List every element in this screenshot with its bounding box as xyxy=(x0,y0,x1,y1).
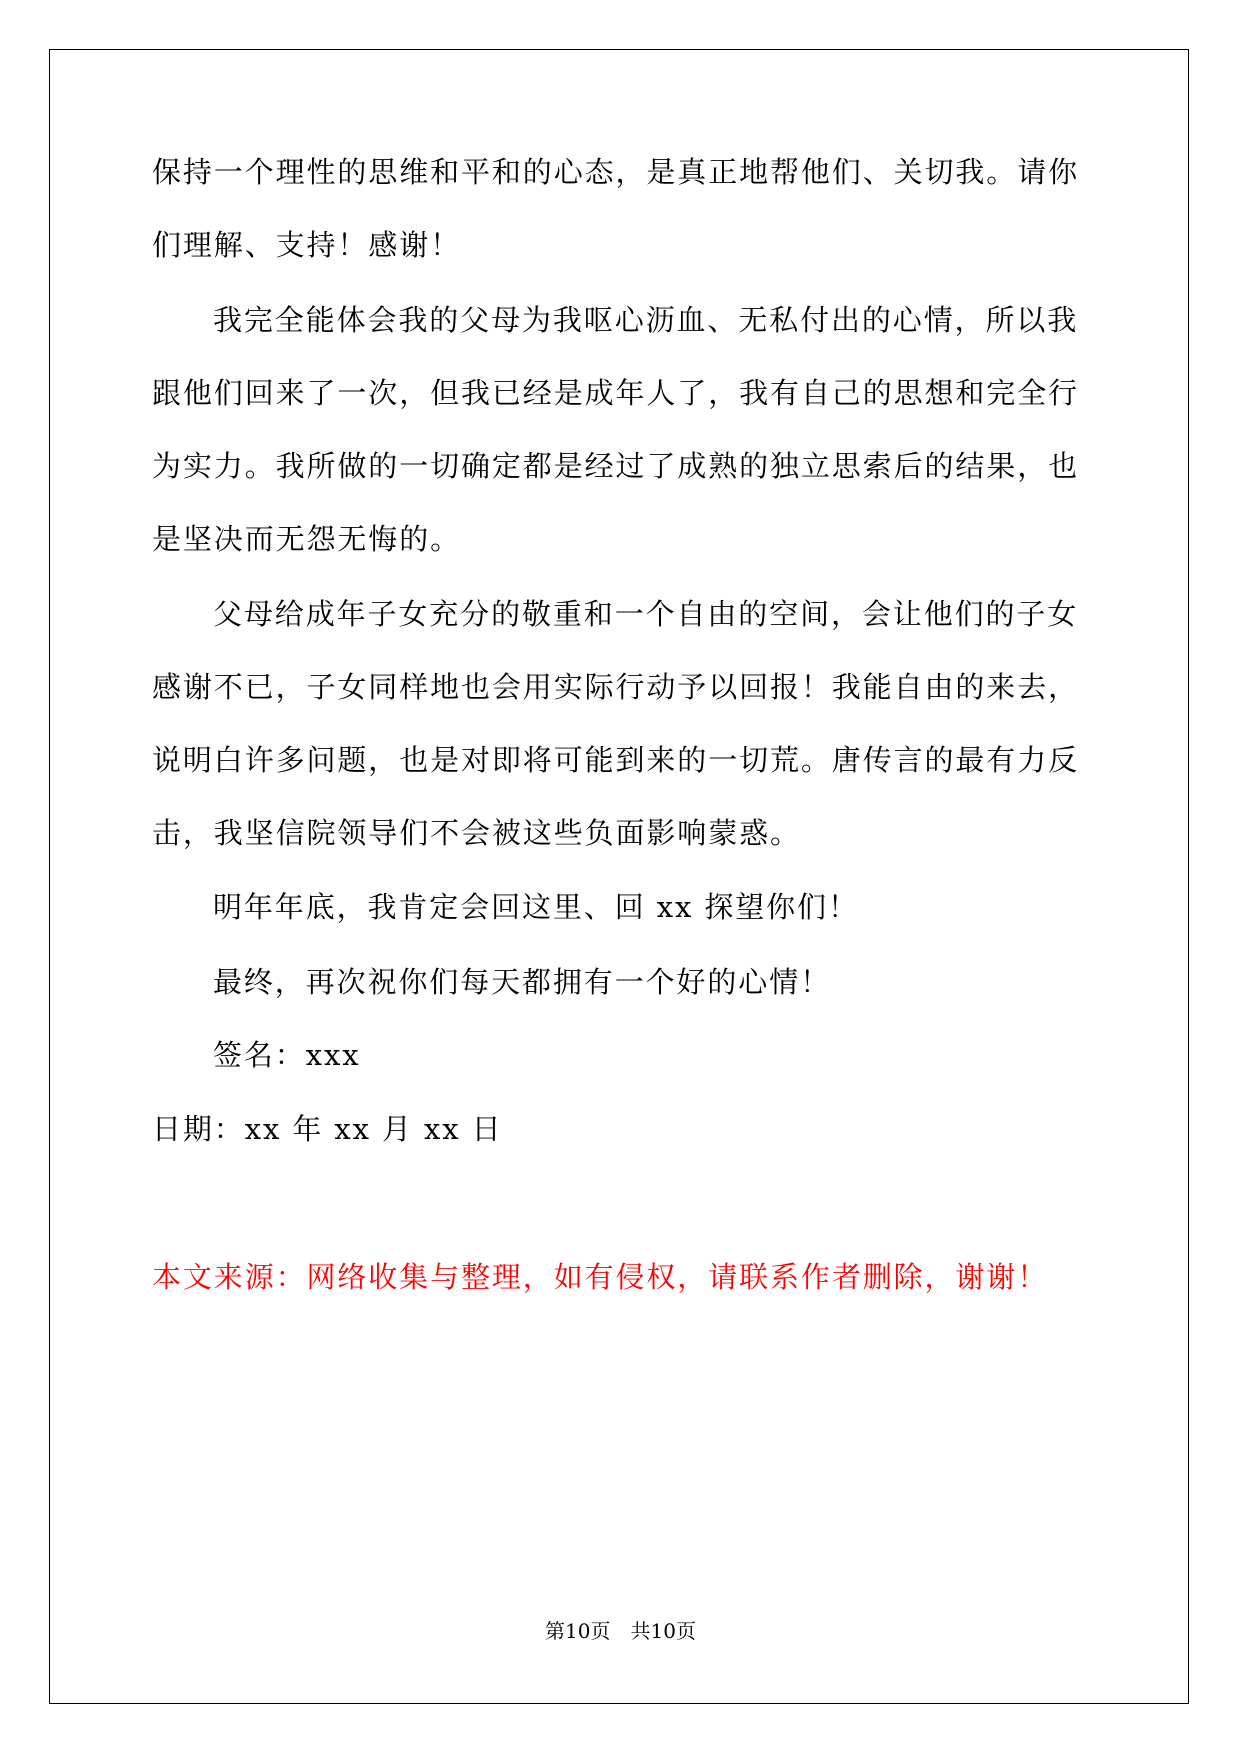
paragraph-3-line-3: 说明白许多问题，也是对即将可能到来的一切荒。唐传言的最有力反 xyxy=(152,743,1080,777)
paragraph-1-line-2: 们理解、支持！感谢！ xyxy=(152,228,462,262)
paragraph-5: 最终，再次祝你们每天都拥有一个好的心情！ xyxy=(213,965,832,999)
paragraph-4: 明年年底，我肯定会回这里、回 xx 探望你们！ xyxy=(213,890,859,924)
paragraph-2-line-3: 为实力。我所做的一切确定都是经过了成熟的独立思索后的结果，也 xyxy=(152,449,1080,483)
paragraph-2-line-1: 我完全能体会我的父母为我呕心沥血、无私付出的心情，所以我 xyxy=(213,303,1079,337)
total-pages-label: 共10页 xyxy=(630,1619,696,1643)
page-footer xyxy=(0,1617,1241,1645)
paragraph-1-line-1: 保持一个理性的思维和平和的心态，是真正地帮他们、关切我。请你 xyxy=(152,155,1080,189)
date-line: 日期：xx 年 xx 月 xx 日 xyxy=(152,1112,503,1146)
current-page-label: 第10页 xyxy=(545,1619,611,1643)
signature-line: 签名：xxx xyxy=(213,1038,361,1072)
paragraph-3-line-1: 父母给成年子女充分的敬重和一个自由的空间，会让他们的子女 xyxy=(213,597,1079,631)
source-note: 本文来源：网络收集与整理，如有侵权，请联系作者删除，谢谢！ xyxy=(152,1260,1049,1294)
paragraph-3-line-4: 击，我坚信院领导们不会被这些负面影响蒙惑。 xyxy=(152,816,801,850)
page-border xyxy=(49,49,1189,1704)
paragraph-2-line-4: 是坚决而无怨无悔的。 xyxy=(152,522,462,556)
paragraph-3-line-2: 感谢不已，子女同样地也会用实际行动予以回报！我能自由的来去， xyxy=(152,670,1080,704)
paragraph-2-line-2: 跟他们回来了一次，但我已经是成年人了，我有自己的思想和完全行 xyxy=(152,376,1080,410)
